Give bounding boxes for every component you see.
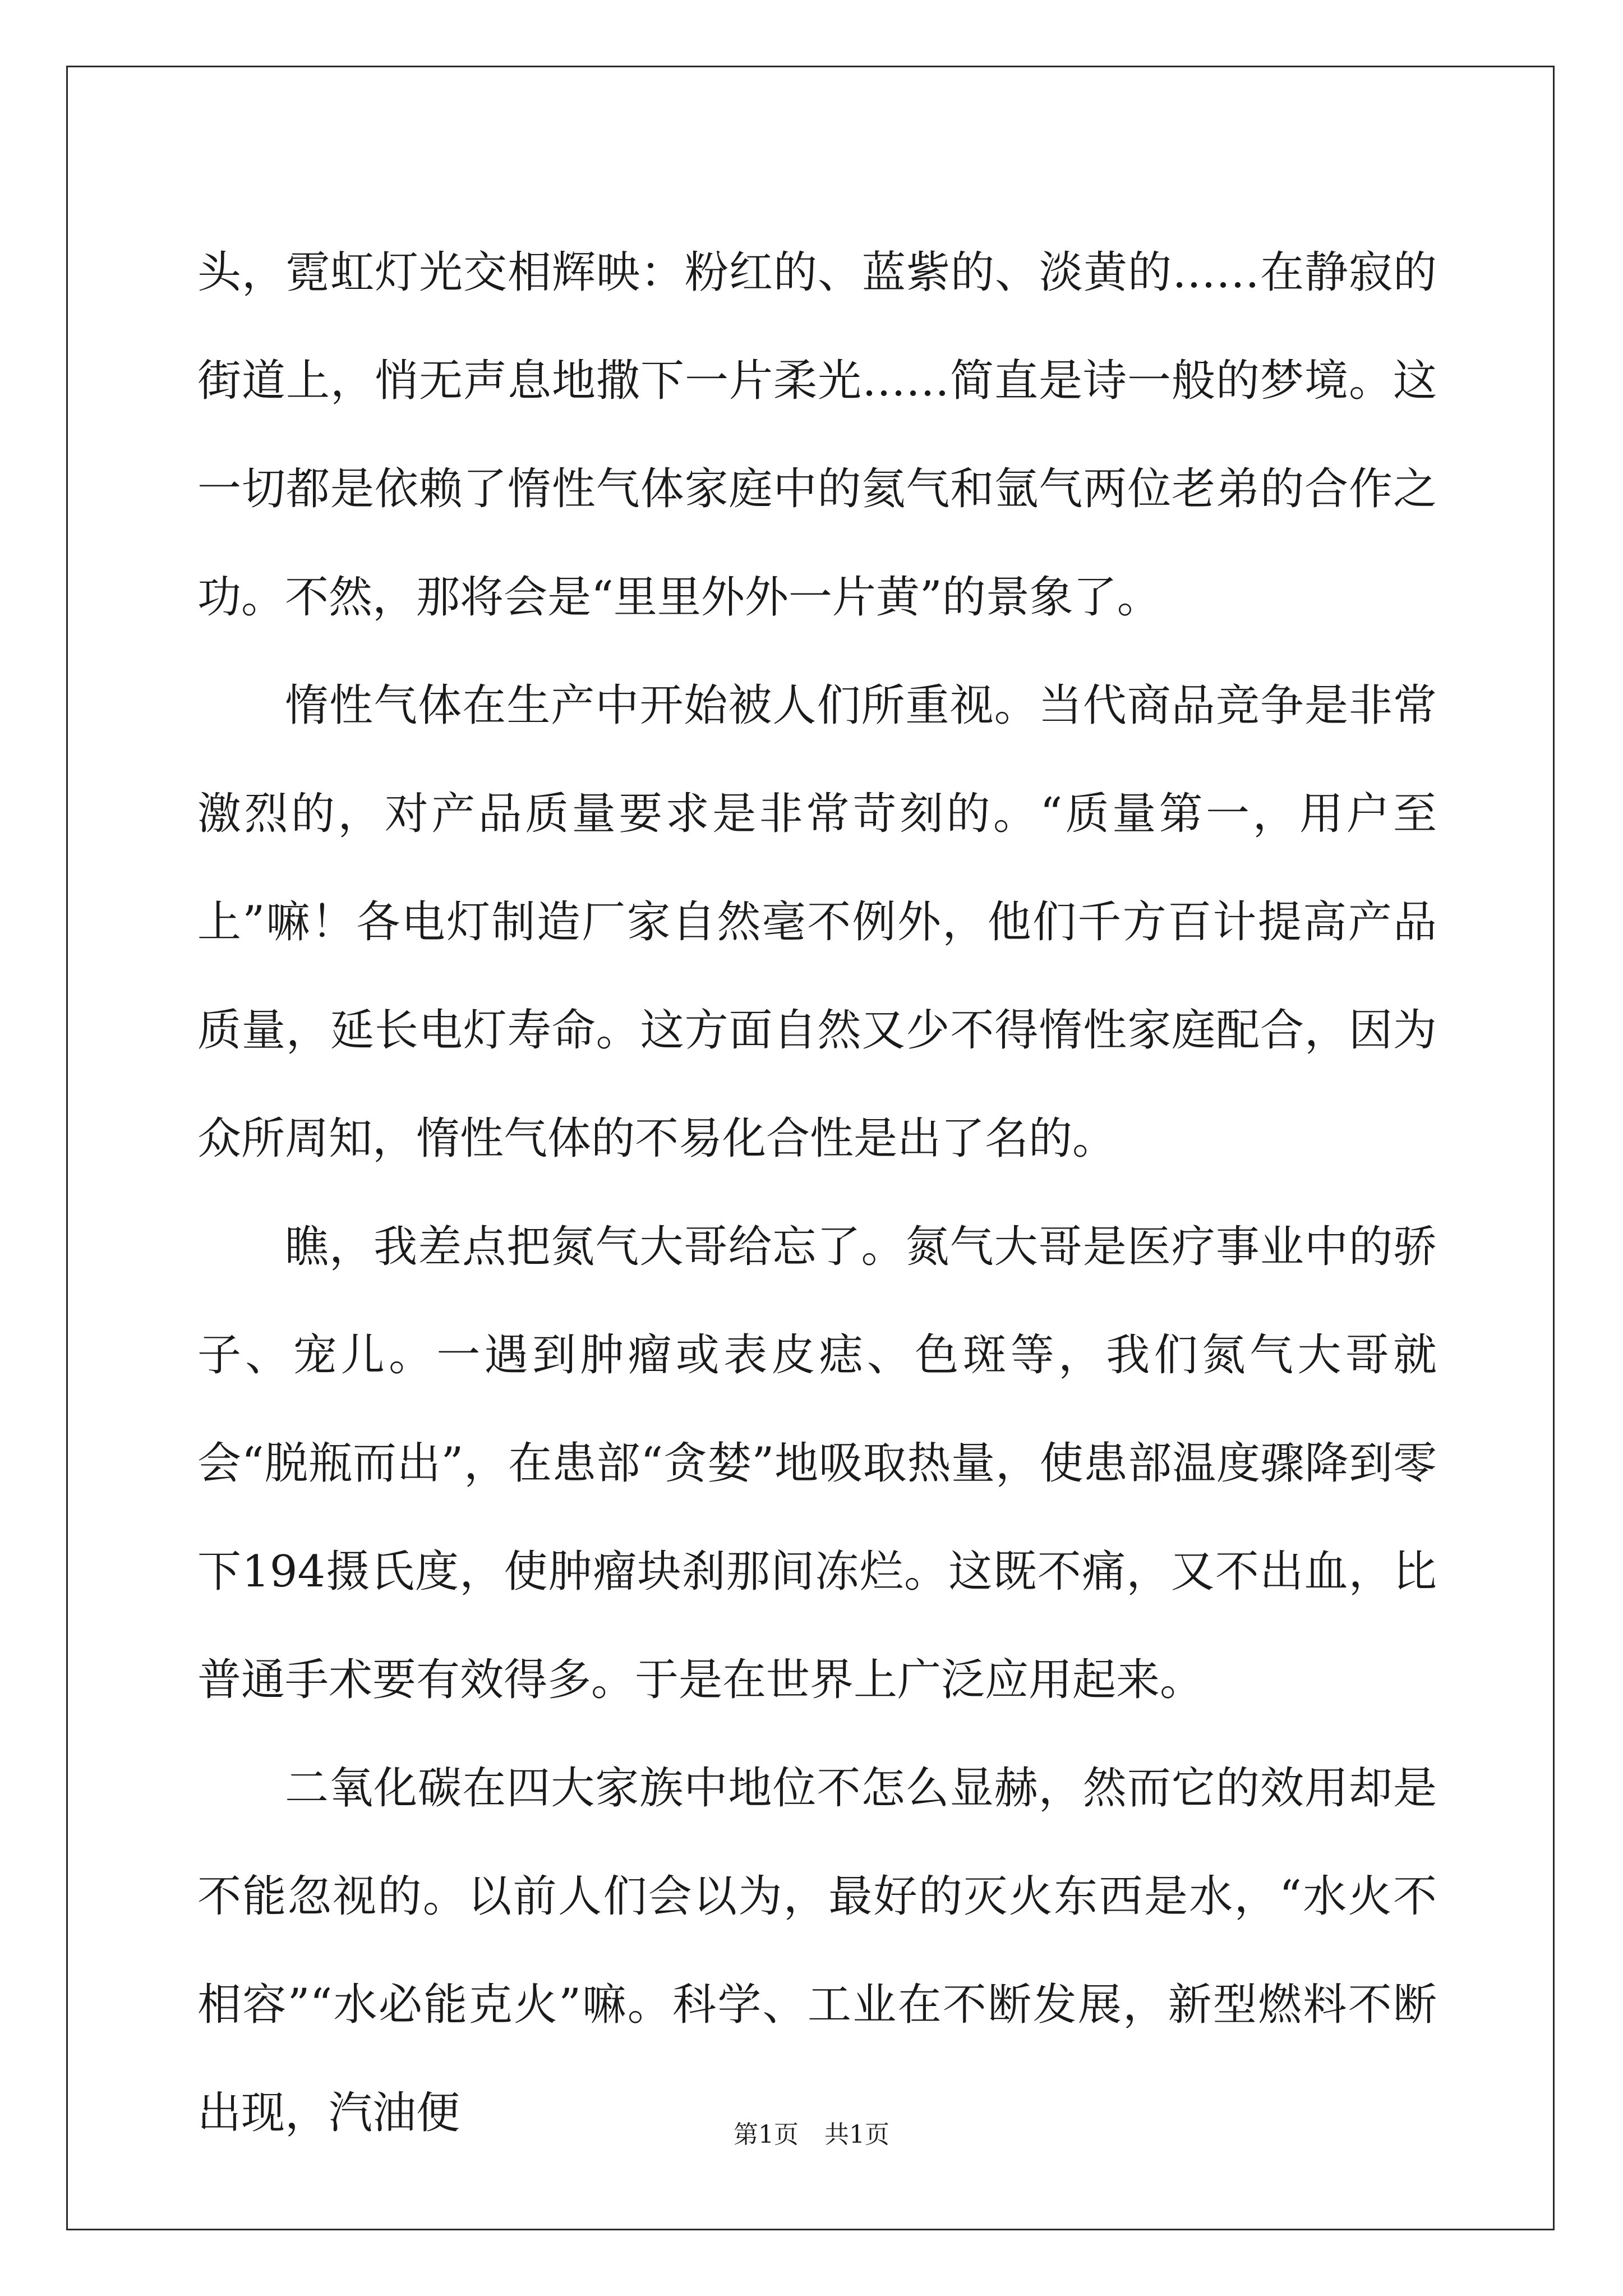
paragraph-3: 瞧，我差点把氮气大哥给忘了。氮气大哥是医疗事业中的骄子、宠儿。一遇到肿瘤或表皮痣、色斑等，我们氮气大哥就会“脱瓶而出”，在患部“贪婪”地吸取热量，使患部温度骤降到零下194摄氏度，使肿瘤块刹那间冻烂。这既不痛，又不出血，比普通手术要有效得多。于是在世界上广泛应用起来。	[197, 1222, 1437, 1705]
page-total: 共1页	[824, 2120, 889, 2149]
page-footer	[0, 2118, 1623, 2152]
page-number: 第1页	[734, 2120, 799, 2149]
paragraph-4: 二氧化碳在四大家族中地位不怎么显赫，然而它的效用却是不能忽视的。以前人们会以为，最好的灭火东西是水，“水火不相容”“水必能克火”嘛。科学、工业在不断发展，新型燃料不断出现，汽油便	[197, 1763, 1437, 2138]
document-body	[197, 219, 1437, 2168]
paragraph-2: 惰性气体在生产中开始被人们所重视。当代商品竞争是非常激烈的，对产品质量要求是非常苛刻的。“质量第一，用户至上”嘛！各电灯制造厂家自然毫不例外，他们千方百计提高产品质量，延长电灯寿命。这方面自然又少不得惰性家庭配合，因为众所周知，惰性气体的不易化合性是出了名的。	[197, 680, 1437, 1164]
paragraph-1: 头，霓虹灯光交相辉映：粉红的、蓝紫的、淡黄的……在静寂的街道上，悄无声息地撒下一片柔光……简直是诗一般的梦境。这一切都是依赖了惰性气体家庭中的氦气和氩气两位老弟的合作之功。不然，那将会是“里里外外一片黄”的景象了。	[197, 247, 1437, 623]
